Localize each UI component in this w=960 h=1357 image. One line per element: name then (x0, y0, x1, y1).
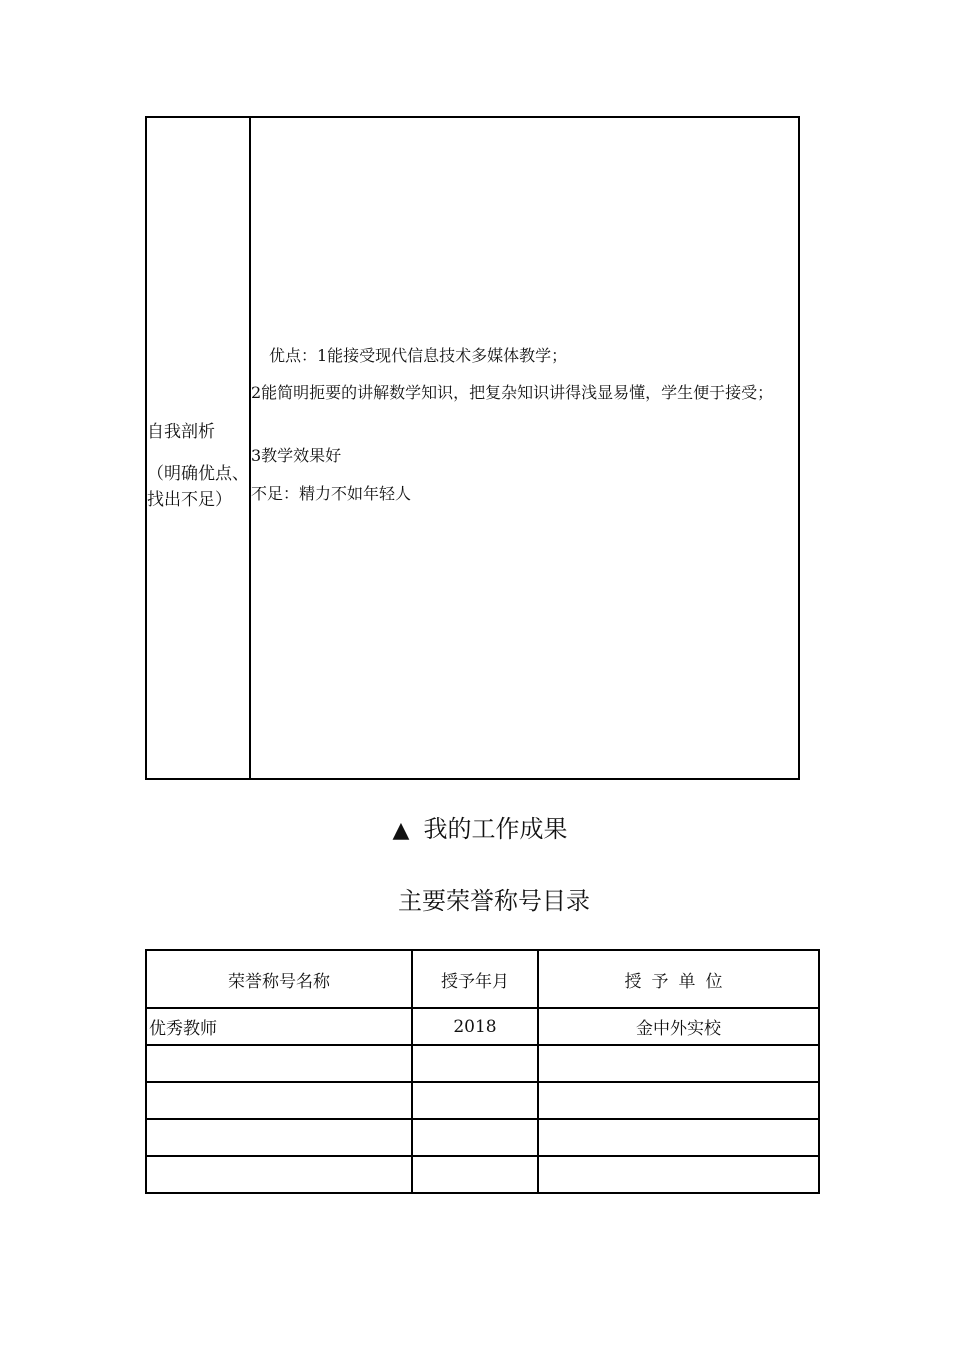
award-date-cell: 2018 (412, 1008, 538, 1045)
award-date-cell (412, 1045, 538, 1082)
strength-line-1: 优点：1能接受现代信息技术多媒体教学； (269, 346, 568, 365)
honors-table (145, 949, 820, 1194)
honors-title: 主要荣誉称号目录 (398, 887, 590, 915)
honor-name-cell (146, 1082, 412, 1119)
award-unit-cell (538, 1045, 819, 1082)
honor-name-cell: 优秀教师 (146, 1008, 412, 1045)
table-row (146, 1156, 819, 1193)
header-award-date: 授予年月 (412, 950, 538, 1008)
self-analysis-content (251, 118, 798, 778)
section-title: 我的工作成果 (423, 815, 568, 843)
strength-line-3: 3教学效果好 (251, 446, 342, 465)
award-unit-cell (538, 1119, 819, 1156)
table-row (146, 1119, 819, 1156)
award-date-cell (412, 1156, 538, 1193)
self-analysis-sublabel: （明确优点、找出不足） (147, 464, 249, 510)
table-row (146, 1082, 819, 1119)
award-unit-cell: 金中外实校 (538, 1008, 819, 1045)
honor-name-cell (146, 1119, 412, 1156)
self-analysis-table (145, 116, 800, 780)
weakness-line: 不足：精力不如年轻人 (251, 484, 412, 503)
honor-name-cell (146, 1156, 412, 1193)
table-row (146, 1008, 819, 1045)
strength-line-2: 2能简明扼要的讲解数学知识，把复杂知识讲得浅显易懂，学生便于接受； (251, 383, 774, 402)
table-row (146, 1045, 819, 1082)
award-date-cell (412, 1119, 538, 1156)
header-award-unit: 授予单位 (538, 950, 819, 1008)
section-heading (0, 812, 960, 848)
award-unit-cell (538, 1156, 819, 1193)
award-unit-cell (538, 1082, 819, 1119)
honors-header-row (146, 950, 819, 1008)
self-analysis-label-cell (147, 118, 251, 778)
award-date-cell (412, 1082, 538, 1119)
header-honor-name: 荣誉称号名称 (146, 950, 412, 1008)
honor-name-cell (146, 1045, 412, 1082)
self-analysis-label: 自我剖析 (147, 422, 215, 442)
triangle-icon: ▲ (392, 818, 410, 843)
